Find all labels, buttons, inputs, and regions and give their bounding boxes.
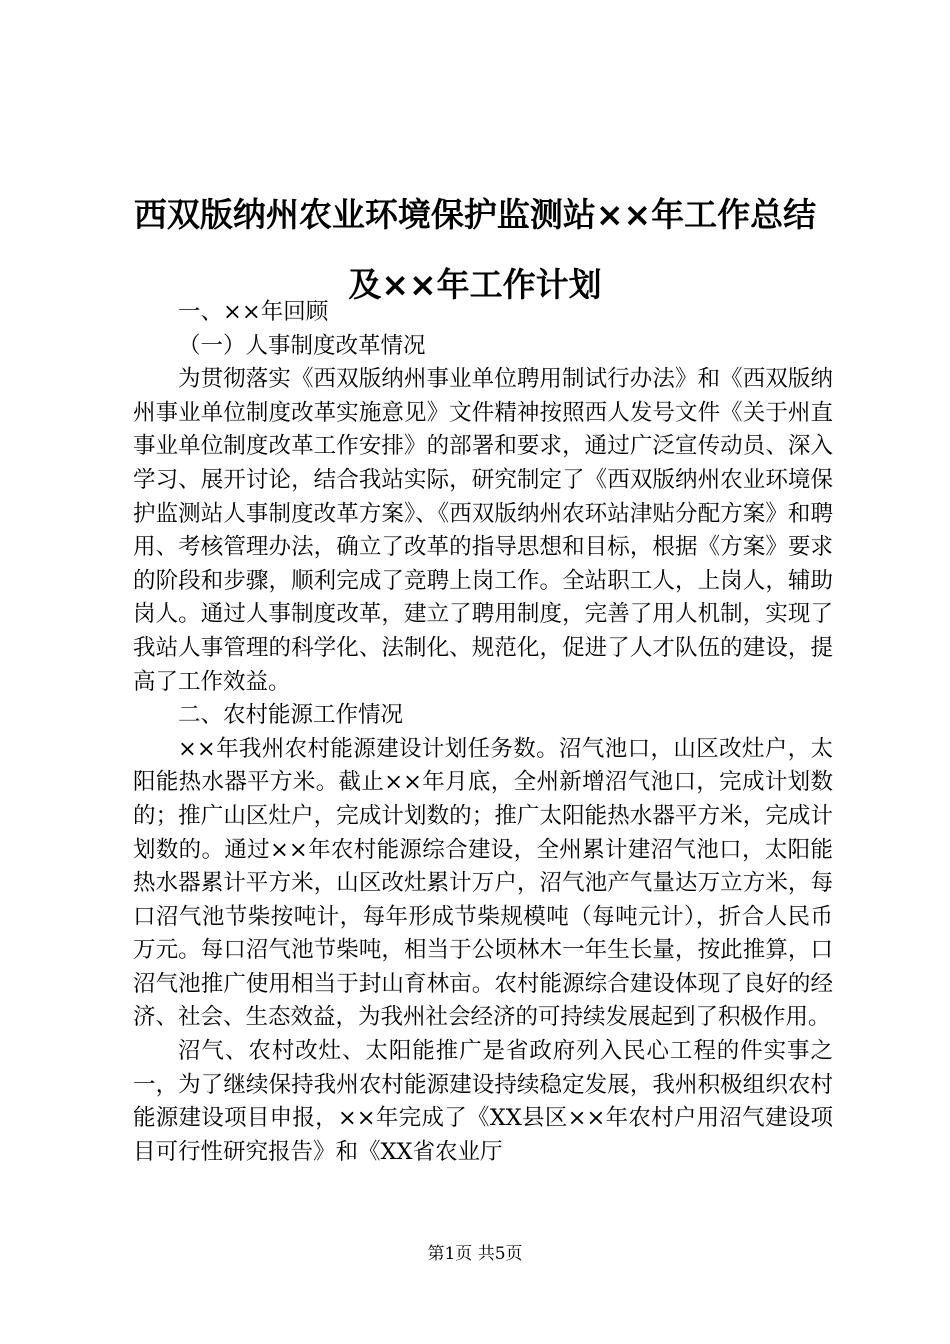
subsection-heading-personnel-reform: （一）人事制度改革情况	[178, 332, 426, 359]
paragraph-personnel-reform: 为贯彻落实《西双版纳州事业单位聘用制试行办法》和《西双版纳州事业单位制度改革实施意见》文件精神按照西人发号文件《关于州直事业单位制度改革工作安排》的部署和要求，通过广泛宣传动员、深入学习、展开讨论，结合我站实际，研究制定了《西双版纳州农业环境保护监测站人事制度改革方案》、《西双版纳州农环站津贴分配方案》和聘用、考核管理办法，确立了改革的指导思想和目标，根据《方案》要求的阶段和步骤，顺利完成了竞聘上岗工作。全站职工人，上岗人，辅助岗人。通过人事制度改革，建立了聘用制度，完善了用人机制，实现了我站人事管理的科学化、法制化、规范化，促进了人才队伍的建设，提高了工作效益。	[133, 366, 833, 695]
paragraph-rural-energy-stats: ××年我州农村能源建设计划任务数。沼气池口，山区改灶户，太阳能热水器平方米。截止××年月底，全州新增沼气池口，完成计划数的；推广山区灶户，完成计划数的；推广太阳能热水器平方米，完成计划数的。通过××年农村能源综合建设，全州累计建沼气池口，太阳能热水器累计平方米，山区改灶累计万户，沼气池产气量达万立方米，每口沼气池节柴按吨计，每年形成节柴规模吨（每吨元计），折合人民币万元。每口沼气池节柴吨，相当于公顷林木一年生长量，按此推算，口沼气池推广使用相当于封山育林亩。农村能源综合建设体现了良好的经济、社会、生态效益，为我州社会经济的可持续发展起到了积极作用。	[133, 735, 833, 1031]
page-indicator: 第1页 共5页	[427, 1244, 523, 1264]
section-heading-rural-energy: 二、农村能源工作情况	[178, 702, 404, 729]
paragraph-rural-energy-projects: 沼气、农村改灶、太阳能推广是省政府列入民心工程的件实事之一，为了继续保持我州农村能源建设持续稳定发展，我州积极组织农村能源建设项目申报，××年完成了《XX县区××年农村户用沼气建设项目可行性研究报告》和《XX省农业厅	[133, 1038, 833, 1165]
document-title: 西双版纳州农业环境保护监测站××年工作总结及××年工作计划	[133, 195, 817, 304]
section-heading-review: 一、××年回顾	[178, 299, 329, 325]
document-body	[133, 296, 833, 1169]
